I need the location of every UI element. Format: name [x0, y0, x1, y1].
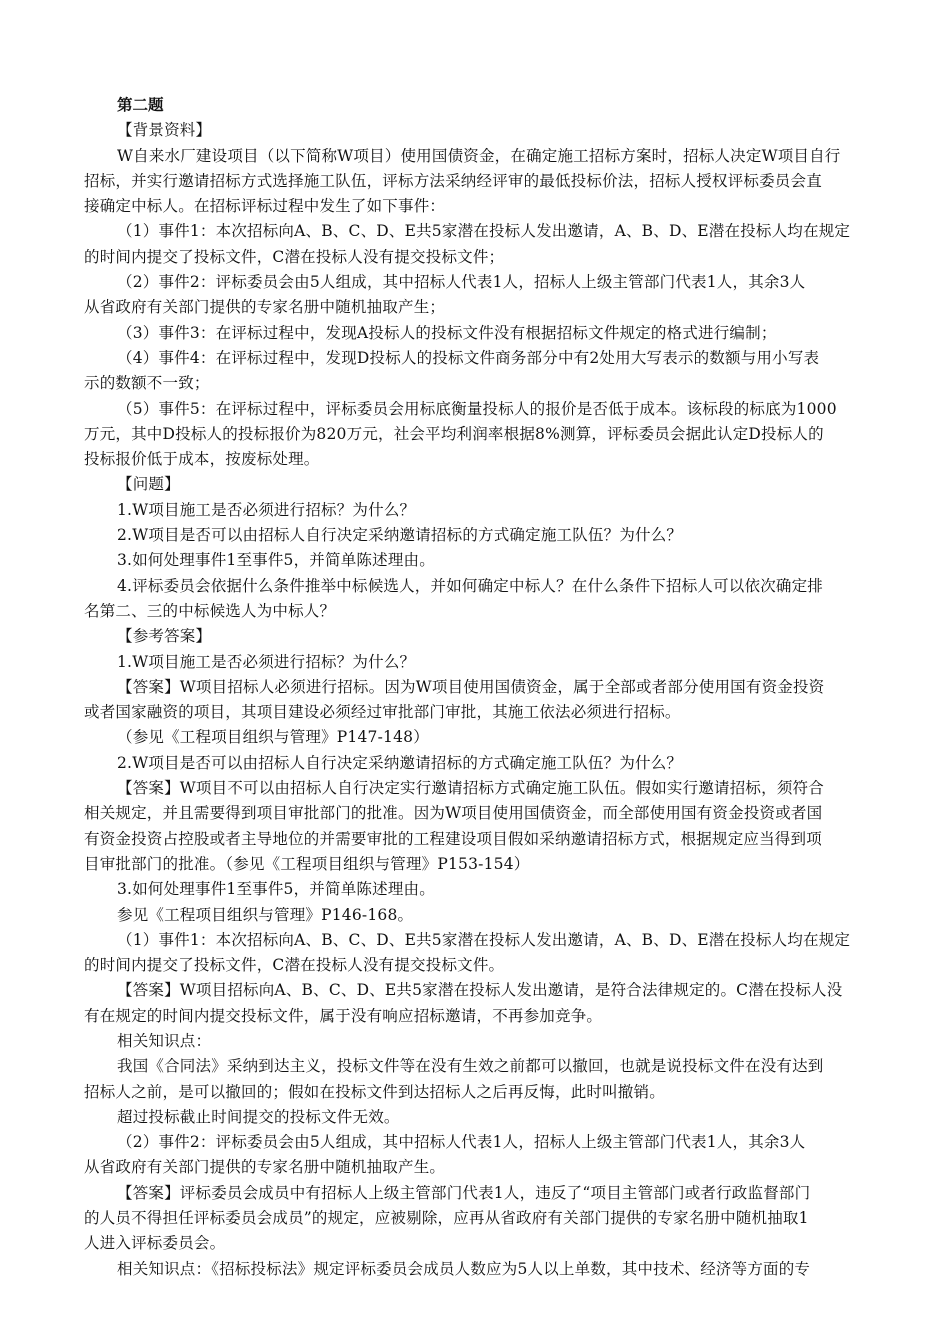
text-line: 的时间内提交了投标文件，C潜在投标人没有提交投标文件； — [84, 247, 505, 266]
text-line: 接确定中标人。在招标评标过程中发生了如下事件： — [84, 197, 446, 216]
text-line: （参见《工程项目组织与管理》P147-148） — [117, 728, 429, 747]
text-line: 1.W项目施工是否必须进行招标？为什么？ — [117, 500, 416, 519]
document-page — [84, 93, 878, 1282]
text-line: 的时间内提交了投标文件，C潜在投标人没有提交投标文件。 — [84, 956, 505, 975]
text-line: 【答案】W项目不可以由招标人自行决定实行邀请招标方式确定施工队伍。假如实行邀请招标，须符合 — [117, 779, 824, 798]
text-line: 参见《工程项目组织与管理》P146-168。 — [117, 905, 414, 924]
text-line: （2）事件2：评标委员会由5人组成，其中招标人代表1人，招标人上级主管部门代表1人，其余3人 — [117, 1133, 806, 1152]
text-line: 示的数额不一致； — [84, 374, 210, 393]
text-line: （3）事件3：在评标过程中，发现A投标人的投标文件没有根据招标文件规定的格式进行编制； — [117, 323, 777, 342]
text-line: 目审批部门的批准。（参见《工程项目组织与管理》P153-154） — [84, 854, 530, 873]
text-line: 3.如何处理事件1至事件5，并简单陈述理由。 — [117, 880, 435, 899]
text-line: 或者国家融资的项目，其项目建设必须经过审批部门审批，其施工依法必须进行招标。 — [84, 703, 681, 722]
section-title: 第二题 — [117, 96, 164, 114]
text-line: 【参考答案】 — [117, 627, 212, 646]
text-line: 【背景资料】 — [117, 121, 212, 140]
text-line: 2.W项目是否可以由招标人自行决定采纳邀请招标的方式确定施工队伍？为什么？ — [117, 753, 683, 772]
text-line: 相关知识点：《招标投标法》规定评标委员会成员人数应为5人以上单数，其中技术、经济等方面的专 — [117, 1259, 811, 1278]
text-line: 名第二、三的中标候选人为中标人？ — [84, 601, 336, 620]
text-line: 2.W项目是否可以由招标人自行决定采纳邀请招标的方式确定施工队伍？为什么？ — [117, 526, 683, 545]
text-line: W自来水厂建设项目（以下简称W项目）使用国债资金，在确定施工招标方案时，招标人决定W项目自行 — [117, 146, 841, 165]
text-line: 1.W项目施工是否必须进行招标？为什么？ — [117, 652, 416, 671]
text-line: 我国《合同法》采纳到达主义，投标文件等在没有生效之前都可以撤回，也就是说投标文件在没有达到 — [117, 1057, 824, 1076]
text-line: 【问题】 — [117, 475, 180, 494]
text-line: 3.如何处理事件1至事件5，并简单陈述理由。 — [117, 551, 435, 570]
document-body — [84, 118, 878, 1282]
text-line: （4）事件4：在评标过程中，发现D投标人的投标文件商务部分中有2处用大写表示的数额与用小写表 — [117, 348, 820, 367]
text-line: 人进入评标委员会。 — [84, 1234, 226, 1253]
text-line: 有在规定的时间内提交投标文件，属于没有响应招标邀请，不再参加竞争。 — [84, 1006, 603, 1025]
text-line: 有资金投资占控股或者主导地位的并需要审批的工程建设项目假如采纳邀请招标方式，根据规定应当得到项 — [84, 829, 822, 848]
text-line: （1）事件1：本次招标向A、B、C、D、E共5家潜在投标人发出邀请，A、B、D、E潜在投标人均在规定 — [117, 222, 851, 241]
text-line: 的人员不得担任评标委员会成员”的规定，应被剔除，应再从省政府有关部门提供的专家名册中随机抽取1 — [84, 1209, 809, 1228]
text-line: 招标，并实行邀请招标方式选择施工队伍，评标方法采纳经评审的最低投标价法，招标人授权评标委员会直 — [84, 171, 822, 190]
text-line: 从省政府有关部门提供的专家名册中随机抽取产生； — [84, 298, 446, 317]
text-line: 【答案】W项目招标向A、B、C、D、E共5家潜在投标人发出邀请，是符合法律规定的。C潜在投标人没 — [117, 981, 843, 1000]
text-line: 投标报价低于成本，按废标处理。 — [84, 450, 320, 469]
text-line: 【答案】W项目招标人必须进行招标。因为W项目使用国债资金，属于全部或者部分使用国有资金投资 — [117, 677, 825, 696]
text-line: （1）事件1：本次招标向A、B、C、D、E共5家潜在投标人发出邀请，A、B、D、E潜在投标人均在规定 — [117, 930, 851, 949]
text-line: 万元，其中D投标人的投标报价为820万元，社会平均利润率根据8%测算，评标委员会据此认定D投标人的 — [84, 424, 824, 443]
text-line: 相关规定，并且需要得到项目审批部门的批准。因为W项目使用国债资金，而全部使用国有资金投资或者国 — [84, 804, 823, 823]
text-line: 超过投标截止时间提交的投标文件无效。 — [117, 1107, 400, 1126]
text-line: 4.评标委员会依据什么条件推举中标候选人，并如何确定中标人？在什么条件下招标人可以依次确定排 — [117, 576, 823, 595]
text-line: （5）事件5：在评标过程中，评标委员会用标底衡量投标人的报价是否低于成本。该标段的标底为1000 — [117, 399, 837, 418]
text-line: （2）事件2：评标委员会由5人组成，其中招标人代表1人，招标人上级主管部门代表1人，其余3人 — [117, 273, 806, 292]
text-line: 【答案】评标委员会成员中有招标人上级主管部门代表1人，违反了“项目主管部门或者行政监督部门 — [117, 1183, 811, 1202]
text-line: 相关知识点： — [117, 1031, 212, 1050]
text-line: 招标人之前，是可以撤回的；假如在投标文件到达招标人之后再反悔，此时叫撤销。 — [84, 1082, 665, 1101]
text-line: 从省政府有关部门提供的专家名册中随机抽取产生。 — [84, 1158, 446, 1177]
